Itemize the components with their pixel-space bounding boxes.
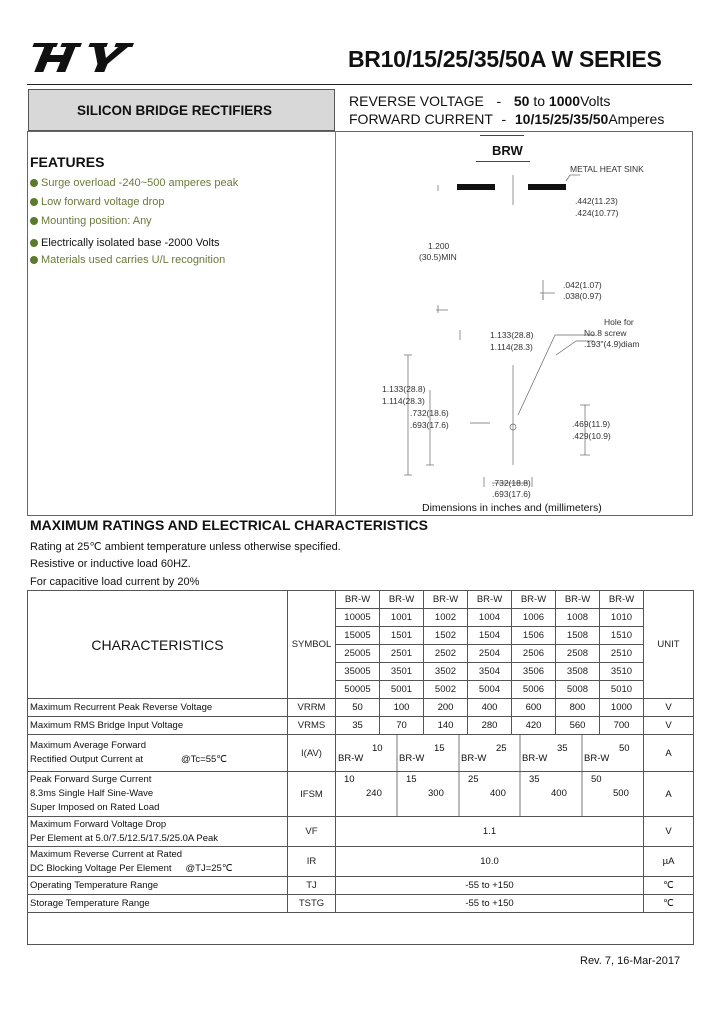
- characteristics-header: CHARACTERISTICS: [28, 591, 288, 699]
- package-name: BRW: [492, 143, 523, 158]
- vrms-row: Maximum RMS Bridge Input Voltage VRMS 35 70 140 280 420 560 700 V: [28, 717, 694, 735]
- dim-label: .693(17.6): [410, 420, 449, 430]
- rating-note: For capacitive load current by 20%: [30, 576, 200, 588]
- part-number-row: 25005 2501 2502 2504 2506 2508 2510: [28, 645, 694, 663]
- dim-label: .693(17.6): [492, 489, 531, 499]
- ir-row: Maximum Reverse Current at Rated DC Blocking Voltage Per Element @TJ=25℃ IR 10.0 µA: [28, 847, 694, 877]
- table-blank-row: [28, 913, 694, 945]
- company-logo: [26, 38, 162, 78]
- feature-item: Mounting position: Any: [30, 215, 152, 227]
- dim-label: .732(18.6): [410, 408, 449, 418]
- feature-item: Materials used carries U/L recognition: [30, 254, 225, 266]
- vf-row: Maximum Forward Voltage Drop Per Element at 5.0/7.5/12.5/17.5/25.0A Peak VF 1.1 V: [28, 817, 694, 847]
- features-title: FEATURES: [30, 154, 105, 170]
- tj-row: Operating Temperature Range TJ -55 to +150 ℃: [28, 877, 694, 895]
- symbol-header: SYMBOL: [288, 591, 336, 699]
- rating-note: Rating at 25℃ ambient temperature unless otherwise specified.: [30, 541, 341, 553]
- unit-header: UNIT: [644, 591, 694, 699]
- dim-label: .442(11.23): [575, 196, 618, 206]
- vrrm-row: Maximum Recurrent Peak Reverse Voltage VRRM 50 100 200 400 600 800 1000 V: [28, 699, 694, 717]
- reverse-voltage-spec: REVERSE VOLTAGE - 50 to 1000Volts: [349, 93, 611, 109]
- heat-sink-label: METAL HEAT SINK: [570, 164, 644, 174]
- product-name: SILICON BRIDGE RECTIFIERS: [77, 103, 273, 118]
- ratings-title: MAXIMUM RATINGS AND ELECTRICAL CHARACTERISTICS: [30, 517, 428, 533]
- revision-label: Rev. 7, 16-Mar-2017: [580, 955, 681, 967]
- product-banner: [28, 89, 335, 131]
- dim-label: .429(10.9): [572, 431, 611, 441]
- part-header-row: CHARACTERISTICS SYMBOL BR-W BR-W BR-W BR-W BR-W BR-W BR-W UNIT: [28, 591, 694, 609]
- part-number-row: 15005 1501 1502 1504 1506 1508 1510: [28, 627, 694, 645]
- feature-item: Surge overload -240~500 amperes peak: [30, 177, 238, 189]
- series-title: BR10/15/25/35/50A W SERIES: [348, 46, 662, 72]
- feature-item: Electrically isolated base -2000 Volts: [30, 237, 220, 249]
- dim-label: .193"(4.9)diam: [584, 339, 640, 349]
- rating-note: Resistive or inductive load 60HZ.: [30, 558, 191, 570]
- tstg-row: Storage Temperature Range TSTG -55 to +150 ℃: [28, 895, 694, 913]
- dim-label: 1.114(28.3): [490, 342, 533, 352]
- feature-item: Low forward voltage drop: [30, 196, 165, 208]
- dim-label: .732(18.8): [492, 478, 531, 488]
- dim-label: .038(0.97): [563, 291, 602, 301]
- dim-label: 1.133(28.8): [490, 330, 534, 340]
- dim-label: .469(11.9): [572, 419, 611, 429]
- dim-label: No.8 screw: [584, 328, 627, 338]
- dim-label: .042(1.07): [563, 280, 602, 290]
- forward-current-spec: FORWARD CURRENT - 10/15/25/35/50Amperes: [349, 111, 665, 127]
- dim-label: Hole for: [604, 317, 634, 327]
- dim-label: 1.133(28.8): [382, 384, 426, 394]
- dim-label: (30.5)MIN: [419, 252, 457, 262]
- dimensions-caption: Dimensions in inches and (millimeters): [422, 502, 602, 514]
- part-number-row: 50005 5001 5002 5004 5006 5008 5010: [28, 681, 694, 699]
- part-number-row: 10005 1001 1002 1004 1006 1008 1010: [28, 609, 694, 627]
- ifsm-row: Peak Forward Surge Current 8.3ms Single Half Sine-Wave Super Imposed on Rated Load IFSM 10 240 15 300 25 400 35 400 50 500 A: [28, 772, 694, 817]
- dim-label: 1.200: [428, 241, 450, 251]
- dim-label: .424(10.77): [575, 208, 619, 218]
- iav-row: Maximum Average Forward Rectified Output Current at @Tc=55℃ I(AV) BR-W 10 BR-W 15 BR-W 25 BR-W 35 BR-W 50 A: [28, 735, 694, 772]
- part-number-row: 35005 3501 3502 3504 3506 3508 3510: [28, 663, 694, 681]
- dim-label: 1.114(28.3): [382, 396, 425, 406]
- ratings-table: [27, 590, 694, 945]
- header-rule: [27, 84, 692, 85]
